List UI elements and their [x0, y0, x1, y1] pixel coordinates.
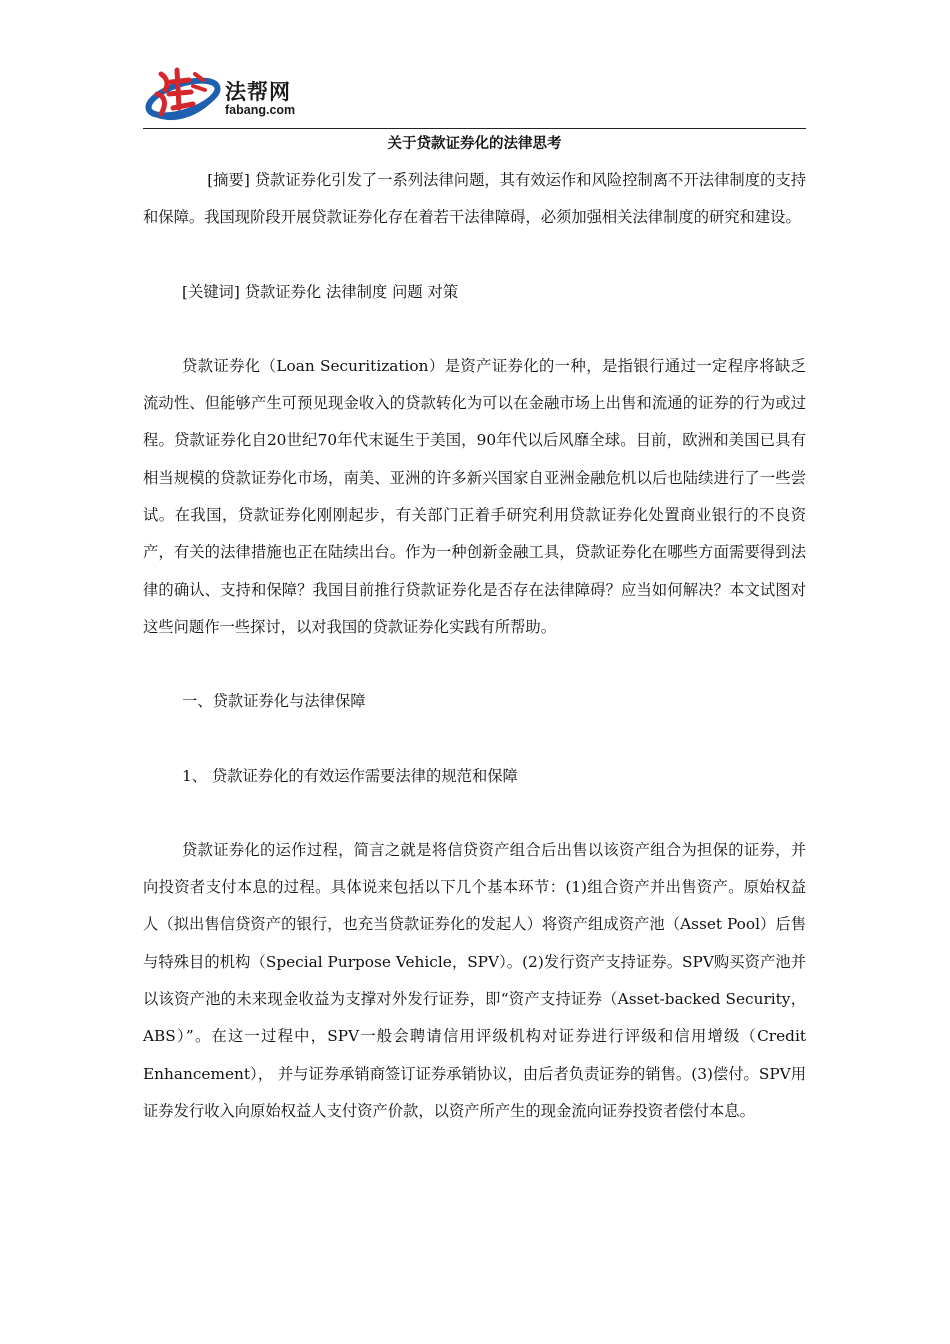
site-name: 法帮网 — [225, 80, 291, 104]
header-divider — [143, 128, 806, 129]
site-header — [143, 62, 806, 130]
keywords-paragraph: [关键词] 贷款证券化 法律制度 问题 对策 — [182, 282, 459, 301]
intro-paragraph: 贷款证券化（Loan Securitization）是资产证券化的一种，是指银行通过一定程序将缺乏流动性、但能够产生可预见现金收入的贷款转化为可以在金融市场上出售和流通的证券的行为或过程。贷款证券化自20世纪70年代末诞生于美国，90年代以后风靡全球。目前，欧洲和美国已具有相当规模的贷款证券化市场，南美、亚洲的许多新兴国家自亚洲金融危机以后也陆续进行了一些尝试。在我国，贷款证券化刚刚起步，有关部门正着手研究利用贷款证券化处置商业银行的不良资产，有关的法律措施也正在陆续出台。作为一种创新金融工具，贷款证券化在哪些方面需要得到法律的确认、支持和保障？我国目前推行贷款证券化是否存在法律障碍？应当如何解决？本文试图对这些问题作一些探讨，以对我国的贷款证券化实践有所帮助。 — [143, 356, 806, 636]
process-paragraph: 贷款证券化的运作过程，简言之就是将信贷资产组合后出售以该资产组合为担保的证券，并向投资者支付本息的过程。具体说来包括以下几个基本环节：(1)组合资产并出售资产。原始权益人（拟出售信贷资产的银行，也充当贷款证券化的发起人）将资产组成资产池（Asset Pool）后售与特殊目的机构（Special Purpose Vehicle，SPV）。(2)发行资产支持证券。SPV购买资产池并以该资产池的未来现金收益为支撑对外发行证券，即“资产支持证券（Asset-backed Security，ABS）”。在这一过程中，SPV一般会聘请信用评级机构对证券进行评级和信用增级（Credit Enhancement）， 并与证券承销商签订证券承销协议，由后者负责证券的销售。(3)偿付。SPV用证券发行收入向原始权益人支付资产价款，以资产所产生的现金流向证券投资者偿付本息。 — [143, 840, 806, 1120]
subsection-heading: 1、 贷款证券化的有效运作需要法律的规范和保障 — [182, 766, 518, 785]
section-heading: 一、贷款证券化与法律保障 — [182, 692, 366, 711]
document-title: 关于贷款证券化的法律思考 — [387, 135, 562, 152]
document-body — [143, 162, 806, 1130]
abstract-paragraph: [摘要] 贷款证券化引发了一系列法律问题，其有效运作和风险控制离不开法律制度的支持和保障。我国现阶段开展贷款证券化存在着若干法律障碍，必须加强相关法律制度的研究和建设。 — [143, 171, 806, 227]
fabang-logo-icon — [143, 64, 225, 126]
site-domain: fabang.com — [225, 103, 296, 117]
